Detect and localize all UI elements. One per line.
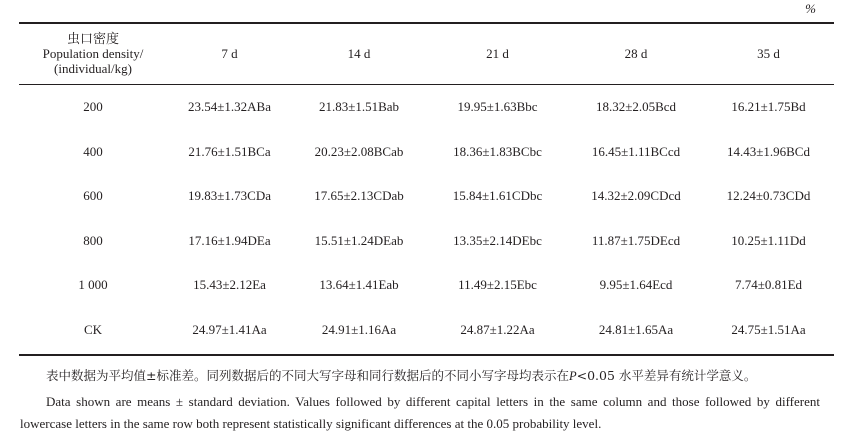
bottom-rule (19, 354, 834, 356)
table-cell: 14.43±1.96BCd (727, 143, 810, 159)
row-label-unit: (individual/kg) (54, 61, 132, 76)
table-cell: 19.83±1.73CDa (188, 188, 271, 204)
table-cell: 10.25±1.11Dd (731, 232, 806, 248)
table-cell: 9.95±1.64Ecd (599, 277, 673, 293)
row-label: 800 (83, 232, 103, 248)
table-cell: 21.76±1.51BCa (188, 143, 271, 159)
note-cn-text: 表中数据为平均值±标准差。同列数据后的不同大写字母和同行数据后的不同小写字母均表示在 (46, 368, 569, 383)
table-cell: 20.23±2.08BCab (314, 143, 404, 159)
note-cn-text-end: <0.05 水平差异有统计学意义。 (576, 368, 757, 383)
column-header-14d: 14 d (347, 46, 371, 61)
table-cell: 16.45±1.11BCcd (591, 143, 681, 159)
table-cell: 11.49±2.15Ebc (458, 277, 537, 293)
table-cell: 16.21±1.75Bd (731, 99, 806, 115)
row-label: 200 (83, 99, 103, 115)
table-cell: 24.75±1.51Aa (731, 321, 806, 337)
table-body (19, 85, 834, 352)
table-row (19, 263, 834, 308)
row-label: 400 (83, 143, 103, 159)
table-cell: 15.51±1.24DEab (314, 232, 404, 248)
row-label: 600 (83, 188, 103, 204)
table-cell: 13.35±2.14DEbc (453, 232, 542, 248)
table-cell: 24.81±1.65Aa (598, 321, 674, 337)
table-note-english: Data shown are means ± standard deviation. Values followed by different capital letters in the same column and those followed by different lowercase letters in the same row both represent statistically significant differences at the 0.05 probability level. (20, 394, 820, 431)
table-cell: 11.87±1.75DEcd (591, 232, 681, 248)
row-label-header (19, 31, 167, 76)
table-note-chinese (46, 366, 846, 384)
row-label: CK (83, 321, 103, 337)
table-cell: 19.95±1.63Bbc (457, 99, 538, 115)
note-cn-p-symbol: P (568, 369, 577, 383)
row-label: 1 000 (78, 277, 108, 293)
table-cell: 7.74±0.81Ed (734, 277, 803, 293)
table-cell: 12.24±0.73CDd (726, 188, 811, 204)
table-row (19, 308, 834, 353)
column-header-21d: 21 d (486, 46, 509, 61)
table-cell: 17.65±2.13CDab (314, 188, 404, 204)
table-cell: 24.97±1.41Aa (192, 321, 267, 337)
table-cell: 15.43±2.12Ea (193, 277, 266, 293)
table-cell: 23.54±1.32ABa (188, 99, 271, 115)
table-cell: 13.64±1.41Eab (319, 277, 399, 293)
table-cell: 18.32±2.05Bcd (595, 99, 677, 115)
table-row (19, 174, 834, 219)
table-cell: 17.16±1.94DEa (188, 232, 271, 248)
table-cell: 24.87±1.22Aa (460, 321, 535, 337)
table-cell: 24.91±1.16Aa (321, 321, 397, 337)
table-cell: 21.83±1.51Bab (318, 99, 400, 115)
column-header-35d: 35 d (757, 46, 780, 61)
column-header-28d: 28 d (624, 46, 648, 61)
table-row (19, 130, 834, 175)
row-label-cn: 虫口密度 (66, 31, 119, 46)
row-label-en: Population density/ (42, 46, 144, 61)
table-cell: 14.32±2.09CDcd (591, 188, 681, 204)
table-header (19, 23, 834, 84)
table-cell: 18.36±1.83BCbc (453, 143, 542, 159)
table-row (19, 85, 834, 130)
table-row (19, 219, 834, 264)
table-cell: 15.84±1.61CDbc (452, 188, 543, 204)
unit-label: % (805, 1, 816, 16)
column-header-7d: 7 d (221, 46, 238, 61)
